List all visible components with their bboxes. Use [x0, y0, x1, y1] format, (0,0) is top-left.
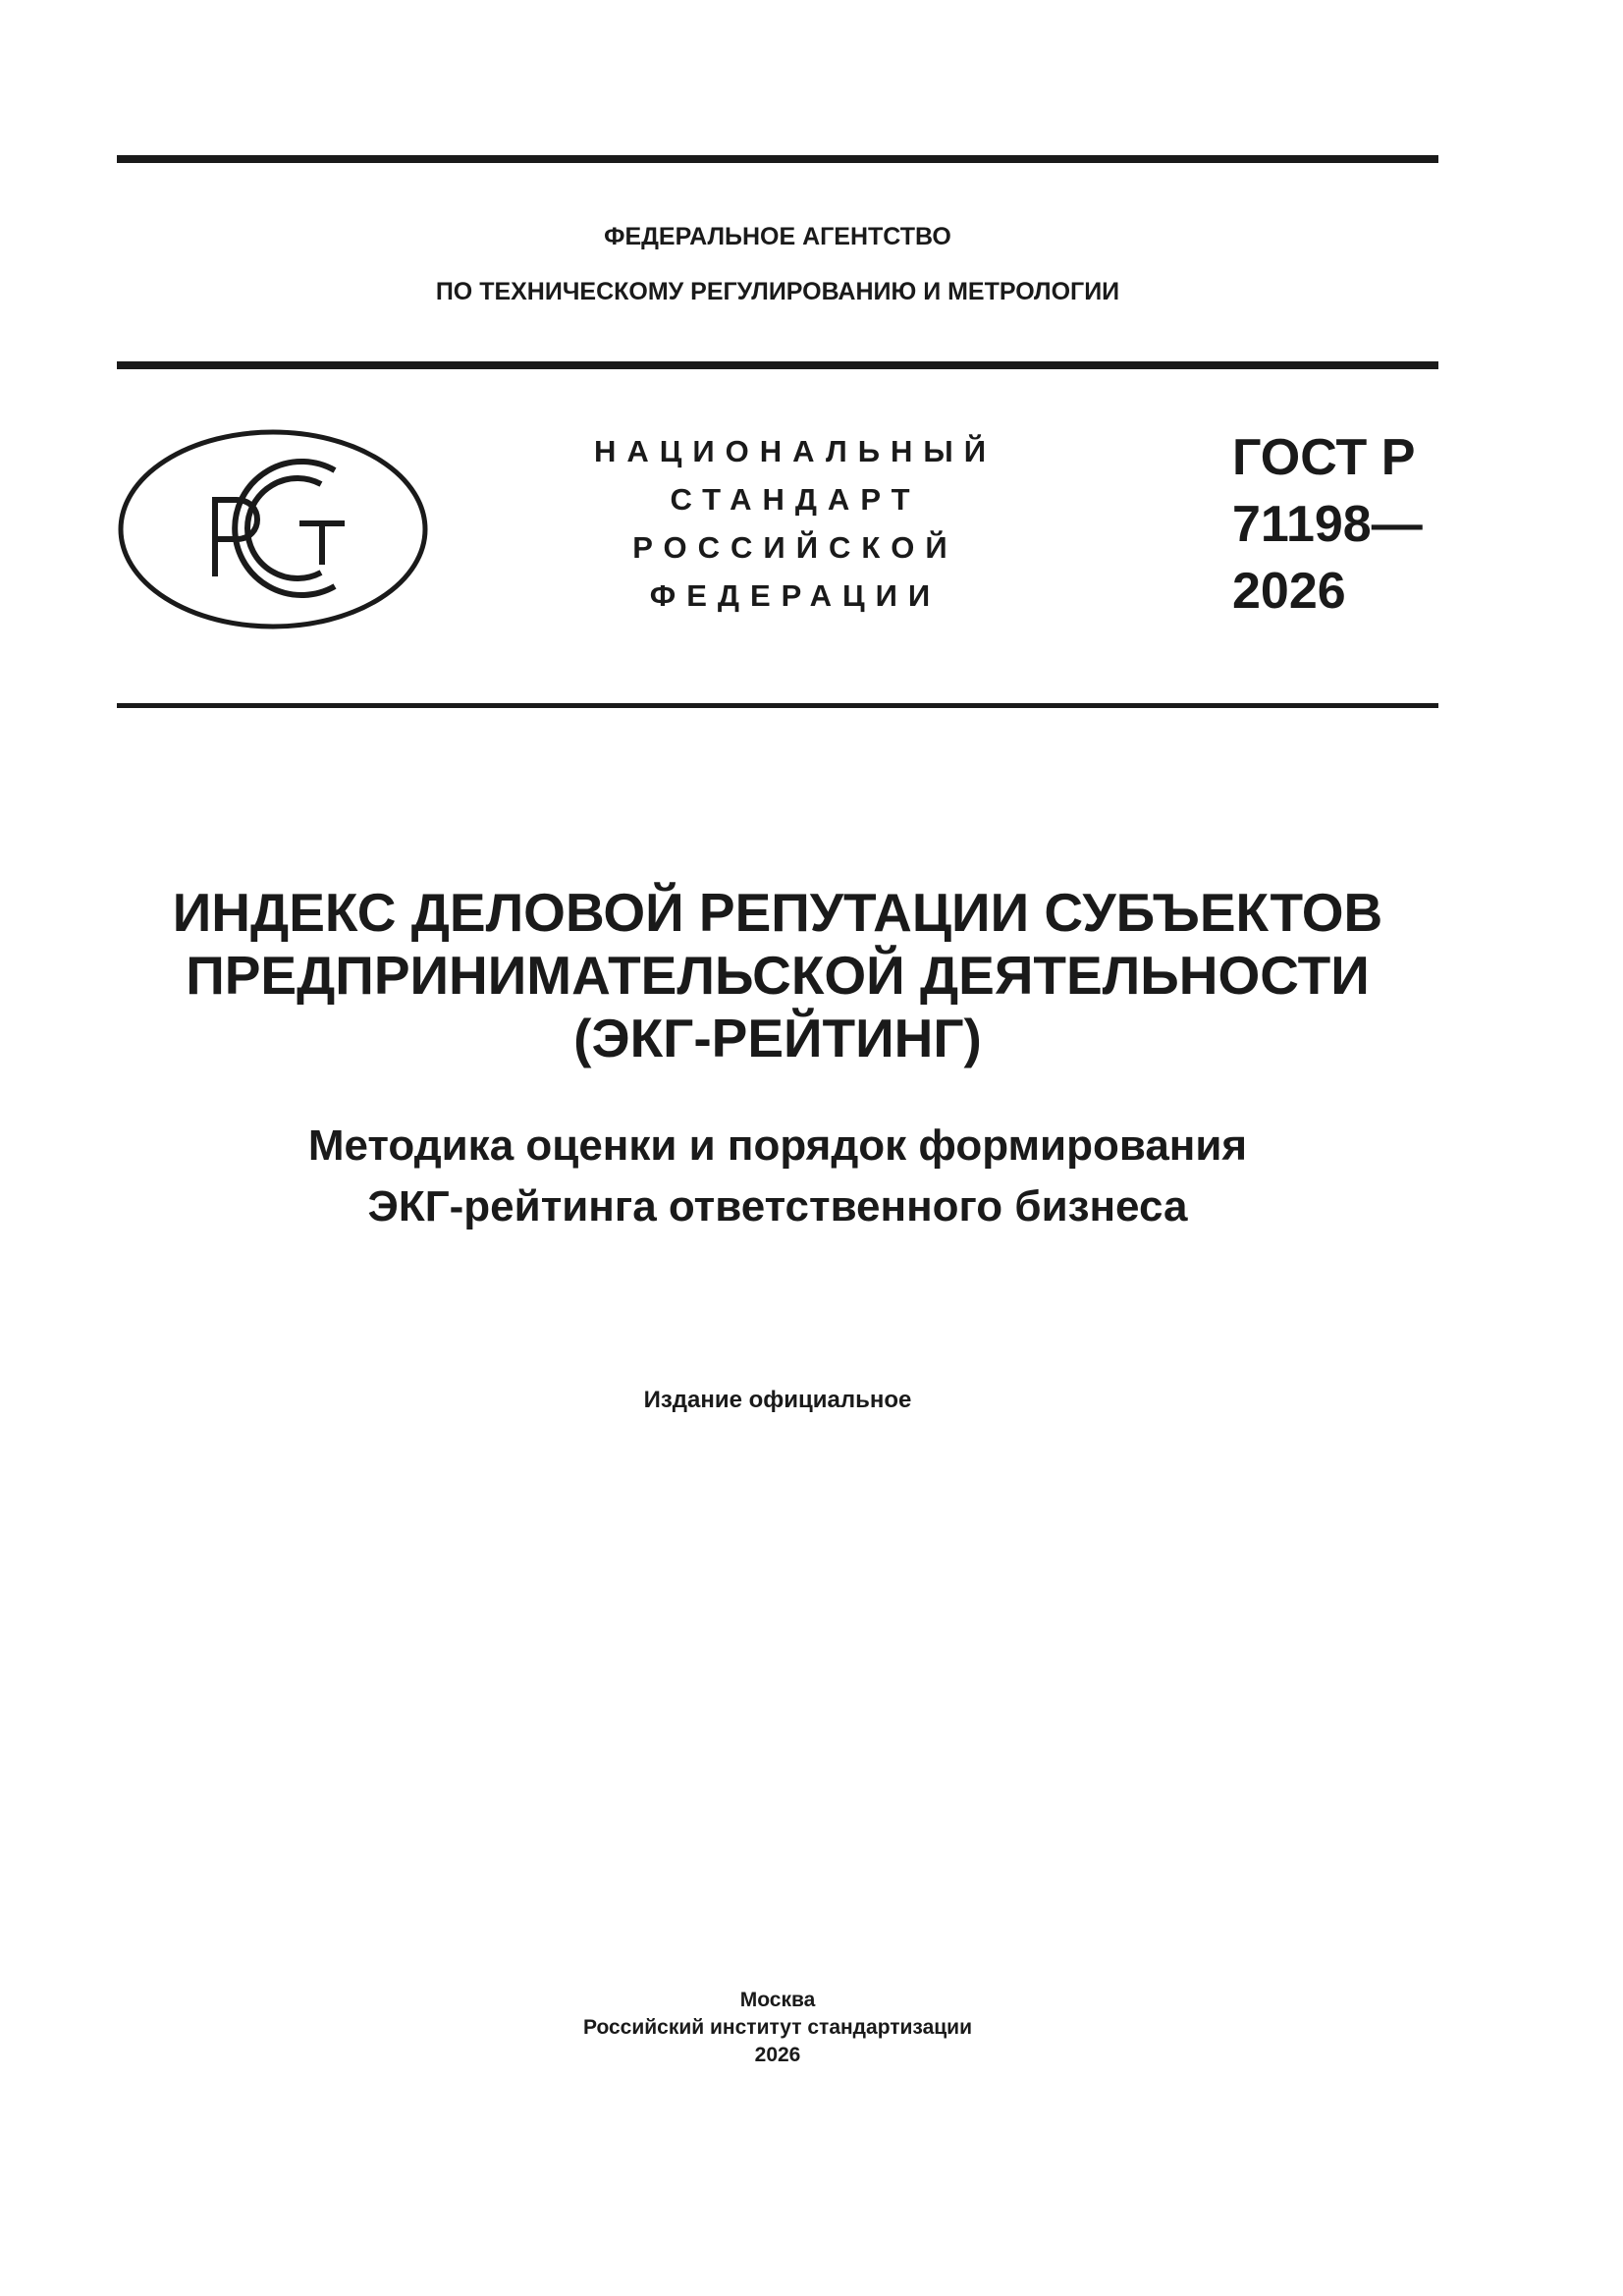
top-rule — [117, 155, 1438, 163]
document-subtitle — [117, 1116, 1438, 1237]
rst-certification-mark-icon — [117, 429, 429, 629]
agency-divider-rule — [117, 361, 1438, 369]
imprint-publisher: Российский институт стандартизации — [582, 2016, 973, 2039]
agency-name-line-2: ПО ТЕХНИЧЕСКОМУ РЕГУЛИРОВАНИЮ И МЕТРОЛОГИИ — [435, 278, 1120, 305]
title-line-1: ИНДЕКС ДЕЛОВОЙ РЕПУТАЦИИ СУБЪЕКТОВ — [172, 882, 1383, 943]
subtitle-line-2: ЭКГ-рейтинга ответственного бизнеса — [367, 1182, 1188, 1230]
imprint-year: 2026 — [754, 2044, 801, 2066]
national-standard-line-2: СТАНДАРТ — [670, 482, 921, 517]
header-bottom-rule — [117, 703, 1438, 708]
title-line-2: ПРЕДПРИНИМАТЕЛЬСКОЙ ДЕЯТЕЛЬНОСТИ — [186, 945, 1370, 1006]
national-standard-line-3: РОССИЙСКОЙ — [632, 530, 958, 565]
subtitle-line-1: Методика оценки и порядок формирования — [307, 1121, 1248, 1170]
imprint-city: Москва — [739, 1989, 816, 2011]
designation-line-1: ГОСТ Р — [1232, 429, 1416, 486]
designation-line-2: 71198— — [1232, 496, 1423, 553]
title-line-3: (ЭКГ-РЕЙТИНГ) — [573, 1008, 982, 1068]
document-title — [117, 881, 1438, 1069]
edition-note: Издание официальное — [643, 1387, 912, 1413]
national-standard-label — [550, 427, 1041, 620]
agency-name-line-1: ФЕДЕРАЛЬНОЕ АГЕНТСТВО — [604, 223, 951, 250]
national-standard-line-4: ФЕДЕРАЦИИ — [649, 578, 942, 613]
national-standard-line-1: НАЦИОНАЛЬНЫЙ — [593, 434, 998, 468]
designation-line-3: 2026 — [1232, 563, 1346, 620]
imprint — [117, 1987, 1438, 2069]
standard-designation — [1232, 424, 1423, 625]
